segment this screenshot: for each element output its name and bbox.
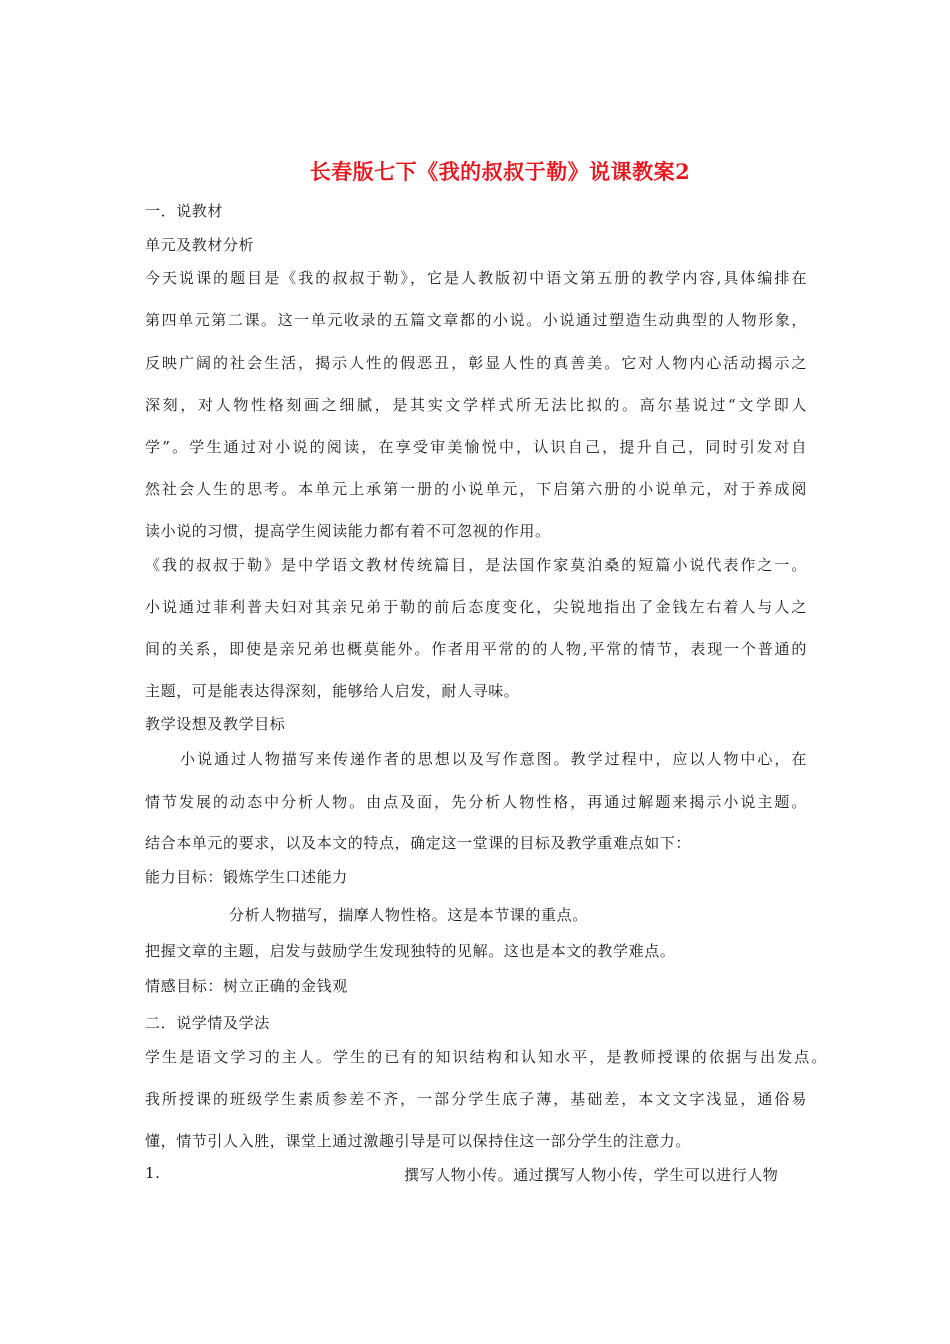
goal-line: 分析人物描写，揣摩人物性格。这是本节课的重点。 <box>229 906 588 924</box>
paragraph-line: 然社会人生的思考。本单元上承第一册的小说单元，下启第六册的小说单元，对于养成阅 <box>145 480 807 498</box>
goal-line: 把握文章的主题，启发与鼓励学生发现独特的见解。这也是本文的教学难点。 <box>145 942 676 960</box>
paragraph-line: 小说通过人物描写来传递作者的思想以及写作意图。教学过程中，应以人物中心，在 <box>180 750 807 768</box>
paragraph-line: 今天说课的题目是《我的叔叔于勒》，它是人教版初中语文第五册的教学内容,具体编排在 <box>145 269 807 287</box>
paragraph-line: 小说通过菲利普夫妇对其亲兄弟于勒的前后态度变化，尖锐地指出了金钱左右着人与人之 <box>145 598 807 616</box>
list-item-number: 1. <box>145 1164 161 1182</box>
paragraph-line: 读小说的习惯，提高学生阅读能力都有着不可忽视的作用。 <box>145 522 551 540</box>
paragraph-line: 学生是语文学习的主人。学生的已有的知识结构和认知水平，是教师授课的依据与出发点。 <box>145 1048 827 1066</box>
section-heading-1: 一．说教材 <box>145 202 224 220</box>
goal-line: 情感目标：树立正确的金钱观 <box>145 977 348 995</box>
paragraph-line: 深刻，对人物性格刻画之细腻，是其实文学样式所无法比拟的。高尔基说过“文学即人 <box>145 396 807 414</box>
paragraph-line: 我所授课的班级学生素质参差不齐，一部分学生底子薄，基础差，本文文字浅显，通俗易 <box>145 1090 807 1108</box>
paragraph-line: 学”。学生通过对小说的阅读，在享受审美愉悦中，认识自己，提升自己，同时引发对自 <box>145 438 807 456</box>
paragraph-line: 《我的叔叔于勒》是中学语文教材传统篇目，是法国作家莫泊桑的短篇小说代表作之一。 <box>145 556 807 574</box>
paragraph-line: 间的关系，即使是亲兄弟也概莫能外。作者用平常的的人物,平常的情节，表现一个普通的 <box>145 640 807 658</box>
subsection-heading: 教学设想及教学目标 <box>145 715 286 733</box>
document-title: 长春版七下《我的叔叔于勒》说课教案2 <box>309 159 691 184</box>
section-heading-2: 二．说学情及学法 <box>145 1014 270 1032</box>
subsection-heading: 单元及教材分析 <box>145 236 255 254</box>
paragraph-line: 第四单元第二课。这一单元收录的五篇文章都的小说。小说通过塑造生动典型的人物形象， <box>145 311 807 329</box>
paragraph-line: 结合本单元的要求，以及本文的特点，确定这一堂课的目标及教学重难点如下： <box>145 834 692 852</box>
paragraph-line: 主题，可是能表达得深刻，能够给人启发，耐人寻味。 <box>145 682 520 700</box>
goal-line: 能力目标：锻炼学生口述能力 <box>145 868 348 886</box>
paragraph-line: 懂，情节引人入胜，课堂上通过激趣引导是可以保持住这一部分学生的注意力。 <box>145 1132 692 1150</box>
paragraph-line: 情节发展的动态中分析人物。由点及面，先分析人物性格，再通过解题来揭示小说主题。 <box>145 793 807 811</box>
paragraph-line: 反映广阔的社会生活，揭示人性的假恶丑，彰显人性的真善美。它对人物内心活动揭示之 <box>145 354 807 372</box>
list-item-text: 撰写人物小传。通过撰写人物小传，学生可以进行人物 <box>404 1166 779 1184</box>
